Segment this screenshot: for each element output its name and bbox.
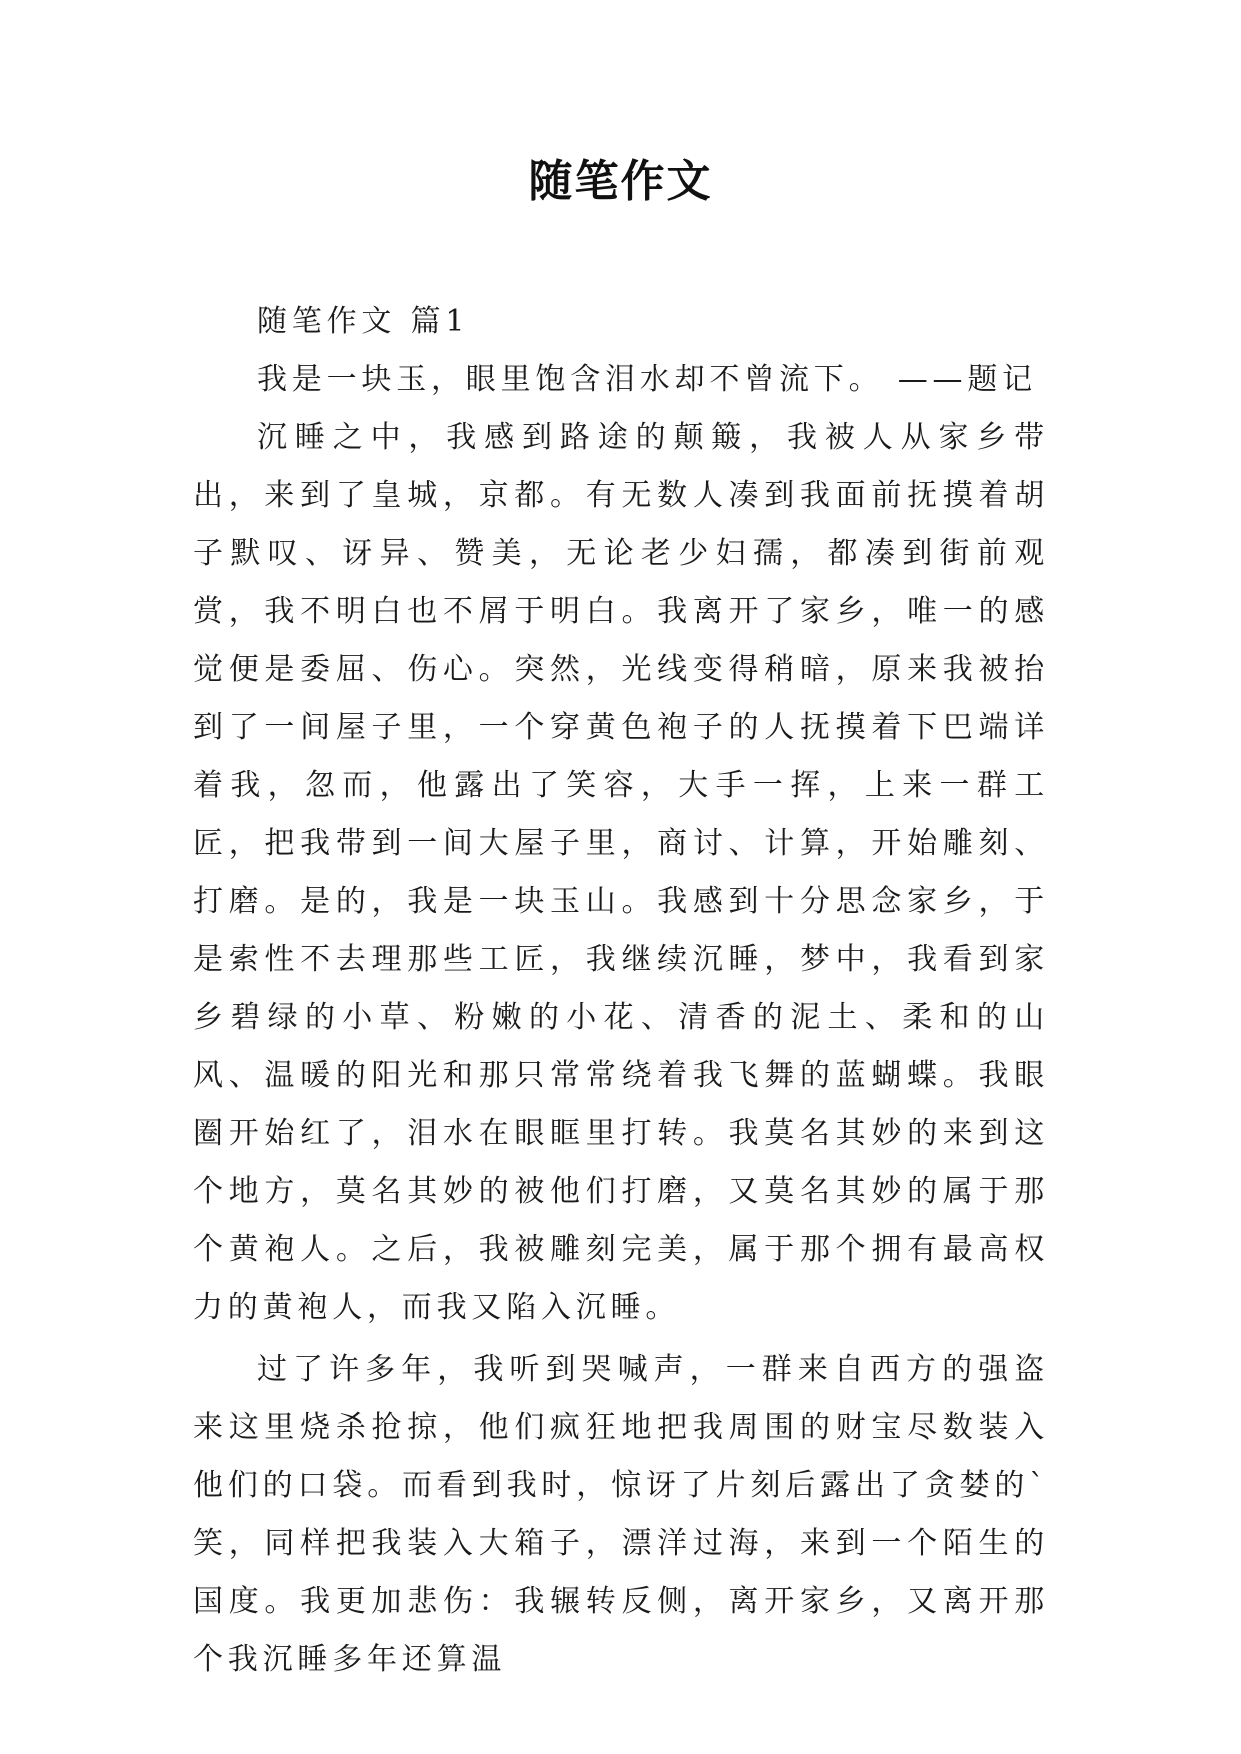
paragraph-2: 过了许多年，我听到哭喊声，一群来自西方的强盗来这里烧杀抢掠，他们疯狂地把我周围的财宝尽数装入他们的口袋。而看到我时，惊讶了片刻后露出了贪婪的`笑，同样把我装入大箱子，漂洋过海，来到一个陌生的国度。我更加悲伤：我辗转反侧，离开家乡，又离开那个我沉睡多年还算温 <box>193 1352 1049 1677</box>
paragraph-1: 沉睡之中，我感到路途的颠簸，我被人从家乡带出，来到了皇城，京都。有无数人凑到我面前抚摸着胡子默叹、讶异、赞美，无论老少妇孺，都凑到街前观赏，我不明白也不屑于明白。我离开了家乡，唯一的感觉便是委屈、伤心。突然，光线变得稍暗，原来我被抬到了一间屋子里，一个穿黄色袍子的人抚摸着下巴端详着我，忽而，他露出了笑容，大手一挥，上来一群工匠，把我带到一间大屋子里，商讨、计算，开始雕刻、打磨。是的，我是一块玉山。我感到十分思念家乡，于是索性不去理那些工匠，我继续沉睡，梦中，我看到家乡碧绿的小草、粉嫩的小花、清香的泥土、柔和的山风、温暖的阳光和那只常常绕着我飞舞的蓝蝴蝶。我眼圈开始红了，泪水在眼眶里打转。我莫名其妙的来到这个地方，莫名其妙的被他们打磨，又莫名其妙的属于那个黄袍人。之后，我被雕刻完美，属于那个拥有最高权力的黄袍人，而我又陷入沉睡。 <box>193 420 1049 1325</box>
document-body <box>193 293 1049 1689</box>
document-title: 随笔作文 <box>528 156 713 207</box>
section-heading: 随笔作文 篇1 <box>257 304 470 339</box>
epigraph: 我是一块玉，眼里饱含泪水却不曾流下。 ——题记 <box>257 362 1037 397</box>
